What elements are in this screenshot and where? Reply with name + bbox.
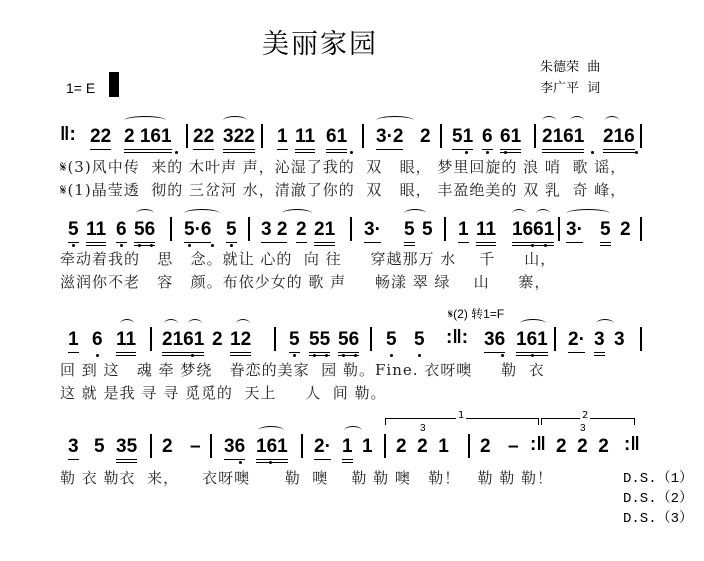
slur-icon — [376, 116, 414, 125]
lyrics-line: 𝄋(1)晶莹透 彻的 三岔河 水，清澈了你的 双 眼， 丰盈绝美的 双 乳 奇 峰， — [60, 181, 627, 199]
slur-icon — [512, 209, 526, 218]
low-dot — [390, 354, 393, 357]
volta-1: 1 — [385, 418, 539, 425]
low-dot — [138, 244, 141, 247]
slur-icon — [184, 209, 220, 218]
slur-icon — [596, 319, 614, 328]
slur-icon — [236, 319, 250, 328]
slur-icon — [282, 209, 312, 218]
low-dot — [531, 244, 534, 247]
low-dot — [465, 151, 468, 154]
low-dot — [501, 354, 504, 357]
lyrics-line: 滋润你不老 容 颜。布依少女的 歌 声 畅漾 翠 绿 山 寨， — [60, 273, 551, 291]
slur-icon — [136, 209, 154, 218]
low-dot — [486, 151, 489, 154]
composer-credit: 朱德荣 曲 — [540, 60, 601, 75]
song-title: 美丽家园 — [262, 29, 378, 60]
low-dot — [150, 244, 153, 247]
low-dot — [350, 151, 353, 154]
triplet-mark: 3 — [420, 423, 426, 434]
segno-modulation-mark: 𝄋(2) 转1=F — [448, 307, 505, 321]
low-dot — [325, 354, 328, 357]
low-dot — [191, 354, 194, 357]
lyrics-line: 勒 衣 勒衣 来， 衣呀噢 勒 噢 勒 勒 噢 勒！ 勒 勒 勒！ — [60, 469, 554, 487]
ds-mark-3: D.S.（3） — [623, 511, 694, 527]
low-dot — [72, 244, 75, 247]
slur-icon — [536, 209, 550, 218]
low-dot — [230, 244, 233, 247]
slur-icon — [570, 116, 584, 125]
slur-icon — [164, 319, 178, 328]
low-dot — [418, 354, 421, 357]
volta-2: 2 — [541, 418, 635, 425]
lyrics-line: 回 到 这 魂 牵 梦绕 眷恋的美家 园 勒。Fine. 衣呀噢 勒 衣 — [60, 361, 545, 379]
slur-icon — [404, 209, 426, 218]
ds-mark-2: D.S.（2） — [623, 491, 694, 507]
lyrics-line: 这 就 是我 寻 寻 觅觅的 天上 人 间 勒。 — [60, 384, 387, 402]
low-dot — [96, 354, 99, 357]
slur-icon — [344, 426, 362, 435]
triplet-mark: 3 — [580, 423, 586, 434]
low-dot — [635, 151, 638, 154]
low-dot — [188, 244, 191, 247]
lyrics-line: 牵动着我的 思 念。就让 心的 向 往 穿越那万 水 千 山， — [60, 250, 557, 268]
repeat-start-icon: ‖: — [60, 124, 76, 145]
key-signature: 1= E — [66, 80, 96, 96]
slur-icon — [124, 116, 166, 125]
low-dot — [544, 244, 547, 247]
low-dot — [211, 244, 214, 247]
lyricist-credit: 李广平 词 — [540, 81, 601, 96]
slur-icon — [120, 319, 134, 328]
repeat-icon: :‖: — [446, 327, 469, 348]
low-dot — [342, 354, 345, 357]
low-dot — [354, 354, 357, 357]
low-dot — [269, 461, 272, 464]
ds-mark-1: D.S.（1） — [623, 471, 694, 487]
slur-icon — [542, 116, 556, 125]
slur-icon — [520, 319, 546, 328]
repeat-end-icon: :‖ — [624, 434, 640, 455]
slur-icon — [223, 116, 247, 125]
low-dot — [504, 151, 507, 154]
low-dot — [591, 151, 594, 154]
low-dot — [293, 354, 296, 357]
repeat-end-icon: :‖ — [530, 434, 546, 455]
slur-icon — [258, 426, 284, 435]
low-dot — [531, 354, 534, 357]
low-dot — [239, 461, 242, 464]
low-dot — [313, 354, 316, 357]
low-dot — [175, 151, 178, 154]
low-dot — [120, 244, 123, 247]
slur-icon — [605, 116, 619, 125]
slur-icon — [188, 319, 202, 328]
slur-icon — [566, 209, 610, 218]
lyrics-line: 𝄋(3)风中传 来的 木叶声 声，沁湿了我的 双 眼， 梦里回旋的 浪 哨 歌 谣， — [60, 158, 627, 176]
time-signature — [109, 74, 116, 98]
